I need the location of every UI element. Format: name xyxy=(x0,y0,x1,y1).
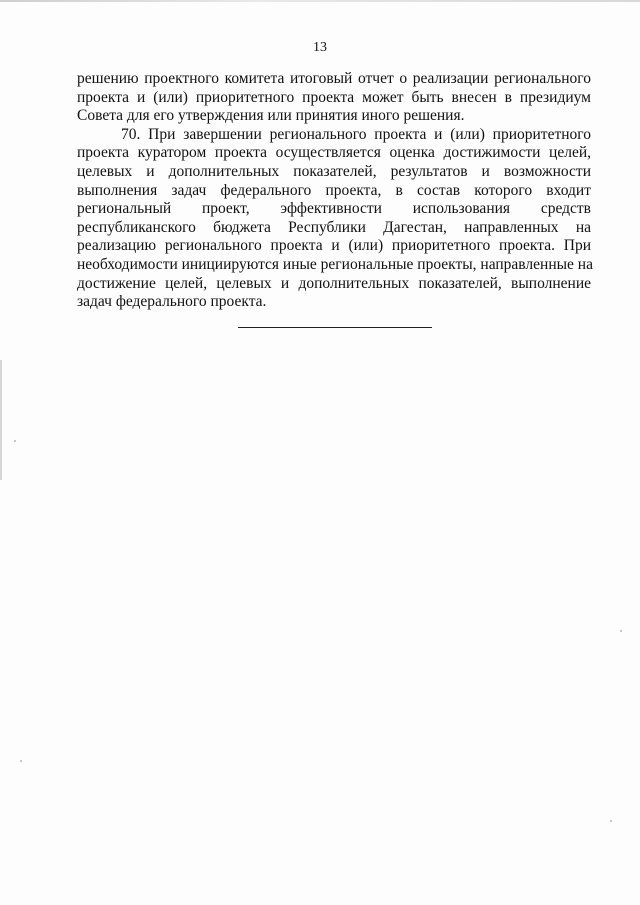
scan-speck xyxy=(14,440,16,442)
text-line-3: Совета для его утверждения или принятия иного решения. xyxy=(77,107,465,125)
scan-speck xyxy=(610,820,612,822)
text-line-2: проекта и (или) приоритетного проекта может быть внесен в президиум xyxy=(77,88,591,106)
scan-edge-left xyxy=(0,360,2,480)
text-line-12: достижение целей, целевых и дополнительных показателей, выполнение xyxy=(77,274,591,292)
text-line-1: решению проектного комитета итоговый отчет о реализации регионального xyxy=(77,70,591,87)
paragraph-70-start: 70. При завершении регионального проекта и (или) приоритетного xyxy=(121,125,591,143)
text-line-6: целевых и дополнительных показателей, результатов и возможности xyxy=(77,162,591,180)
text-line-5: проекта куратором проекта осуществляется оценка достижимости целей, xyxy=(77,144,591,162)
body-text xyxy=(77,70,591,312)
text-line-7: выполнения задач федерального проекта, в состав которого входит xyxy=(77,181,591,199)
text-line-8: региональный проект, эффективности использования средств xyxy=(77,200,591,218)
text-line-10: реализацию регионального проекта и (или) приоритетного проекта. При xyxy=(77,237,591,255)
scan-speck xyxy=(620,630,622,632)
scan-edge-top xyxy=(0,0,640,2)
text-line-9: республиканского бюджета Республики Дагестан, направленных на xyxy=(77,218,591,236)
text-line-13: задач федерального проекта. xyxy=(77,293,267,311)
end-separator-line xyxy=(238,327,432,328)
text-line-11: необходимости инициируются иные региональные проекты, направленные на xyxy=(77,255,593,273)
scan-speck xyxy=(20,760,22,762)
page-number: 13 xyxy=(313,40,327,55)
